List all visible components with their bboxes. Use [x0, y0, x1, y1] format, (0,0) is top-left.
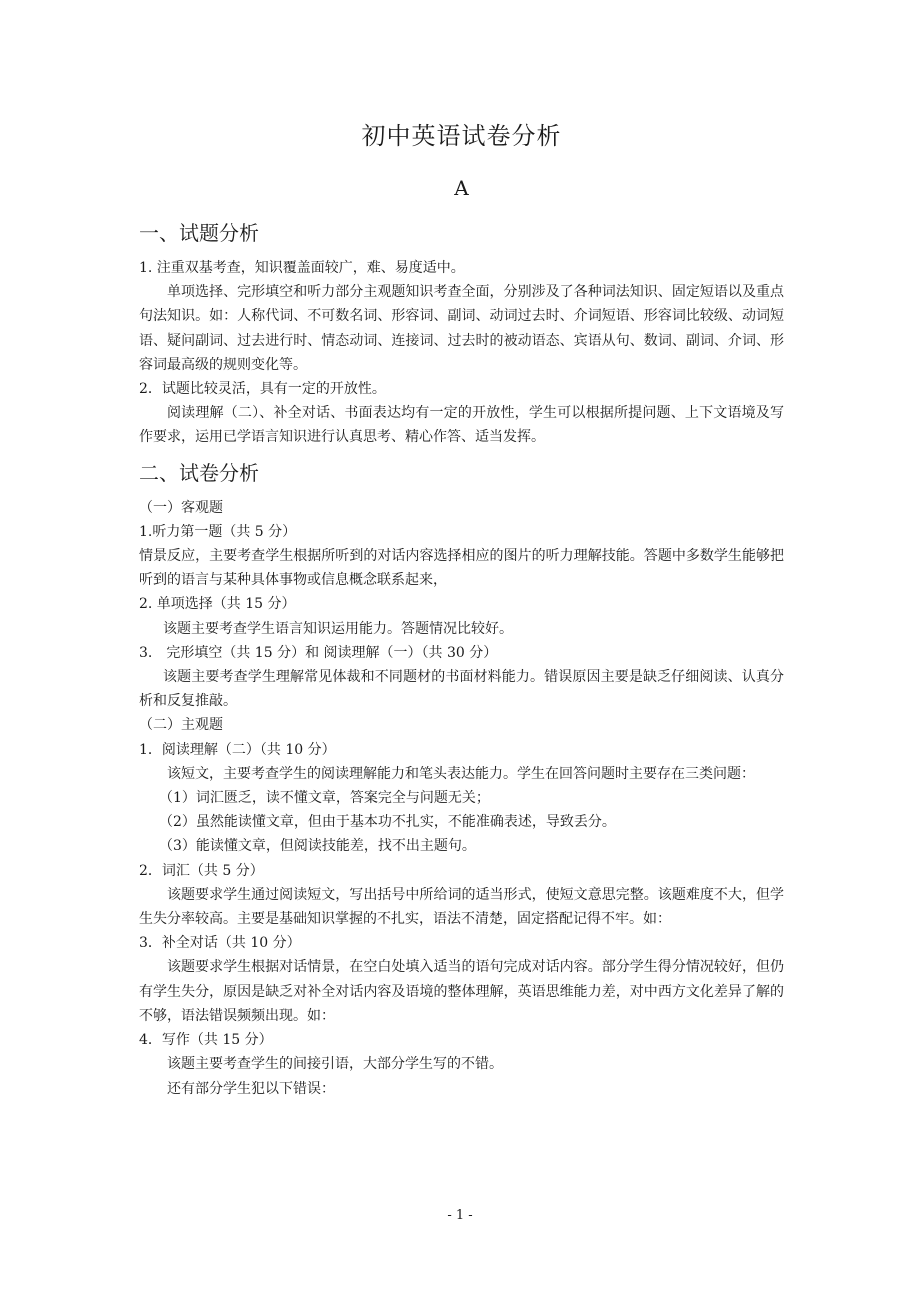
list-item: （3）能读懂文章，但阅读技能差，找不出主题句。	[159, 838, 476, 855]
section-heading-analysis: 一、试题分析	[139, 221, 259, 245]
paragraph: 该题要求学生根据对话情景，在空白处填入适当的语句完成对话内容。部分学生得分情况较好，但仍有学生失分，原因是缺乏对补全对话内容及语境的整体理解，英语思维能力差，对中西方文化差异了解的不够，语法错误频频出现。如：	[139, 959, 784, 1024]
page-number: - 1 -	[447, 1208, 473, 1223]
list-item: （2）虽然能读懂文章，但由于基本功不扎实，不能准确表述，导致丢分。	[159, 814, 616, 831]
document-subtitle: A	[454, 176, 469, 200]
paragraph: 阅读理解（二）、补全对话、书面表达均有一定的开放性，学生可以根据所提问题、上下文语境及写作要求，运用已学语言知识进行认真思考、精心作答、适当发挥。	[139, 405, 784, 446]
subsection-label: （二）主观题	[139, 717, 223, 734]
question-title: 4．写作（共 15 分）	[139, 1032, 273, 1049]
question-title: 1．阅读理解（二）（共 10 分）	[139, 741, 336, 758]
subsection-label: （一）客观题	[139, 499, 223, 516]
paragraph: 2．试题比较灵活，具有一定的开放性。	[139, 381, 386, 398]
section-heading-paper: 二、试卷分析	[139, 460, 259, 485]
paragraph: 1. 注重双基考查，知识覆盖面较广，难、易度适中。	[139, 260, 465, 276]
paragraph: 该题主要考查学生的间接引语，大部分学生写的不错。	[167, 1056, 503, 1073]
list-item: （1）词汇匮乏，读不懂文章，答案完全与问题无关；	[159, 790, 490, 807]
paragraph: 该短文，主要考查学生的阅读理解能力和笔头表达能力。学生在回答问题时主要存在三类问题：	[167, 765, 755, 782]
question-title: 1.听力第一题（共 5 分）	[139, 523, 297, 540]
document-title: 初中英语试卷分析	[361, 122, 562, 150]
question-title: 2. 单项选择（共 15 分）	[139, 596, 296, 613]
paragraph: 该题主要考查学生理解常见体裁和不同题材的书面材料能力。错误原因主要是缺乏仔细阅读、认真分析和反复推敲。	[139, 669, 784, 710]
document-body	[139, 118, 784, 1101]
paragraph: 还有部分学生犯以下错误：	[167, 1080, 335, 1097]
paragraph: 单项选择、完形填空和听力部分主观题知识考查全面，分别涉及了各种词法知识、固定短语以及重点句法知识。如：人称代词、不可数名词、形容词、副词、动词过去时、介词短语、形容词比较级、动词短语、疑问副词、过去进行时、情态动词、连接词、过去时的被动语态、宾语从句、数词、副词、介词、形容词最高级的规则变化等。	[139, 284, 784, 373]
question-title: 2．词汇（共 5 分）	[139, 862, 264, 879]
question-title: 3. 完形填空（共 15 分）和 阅读理解（一）（共 30 分）	[139, 644, 498, 661]
question-title: 3．补全对话（共 10 分）	[139, 935, 301, 952]
paragraph: 情景反应，主要考查学生根据所听到的对话内容选择相应的图片的听力理解技能。答题中多数学生能够把听到的语言与某种具体事物或信息概念联系起来，	[139, 548, 784, 589]
paragraph: 该题要求学生通过阅读短文，写出括号中所给词的适当形式，使短文意思完整。该题难度不大，但学生失分率较高。主要是基础知识掌握的不扎实，语法不清楚，固定搭配记得不牢。如：	[139, 886, 784, 928]
paragraph: 该题主要考查学生语言知识运用能力。答题情况比较好。	[163, 620, 513, 637]
